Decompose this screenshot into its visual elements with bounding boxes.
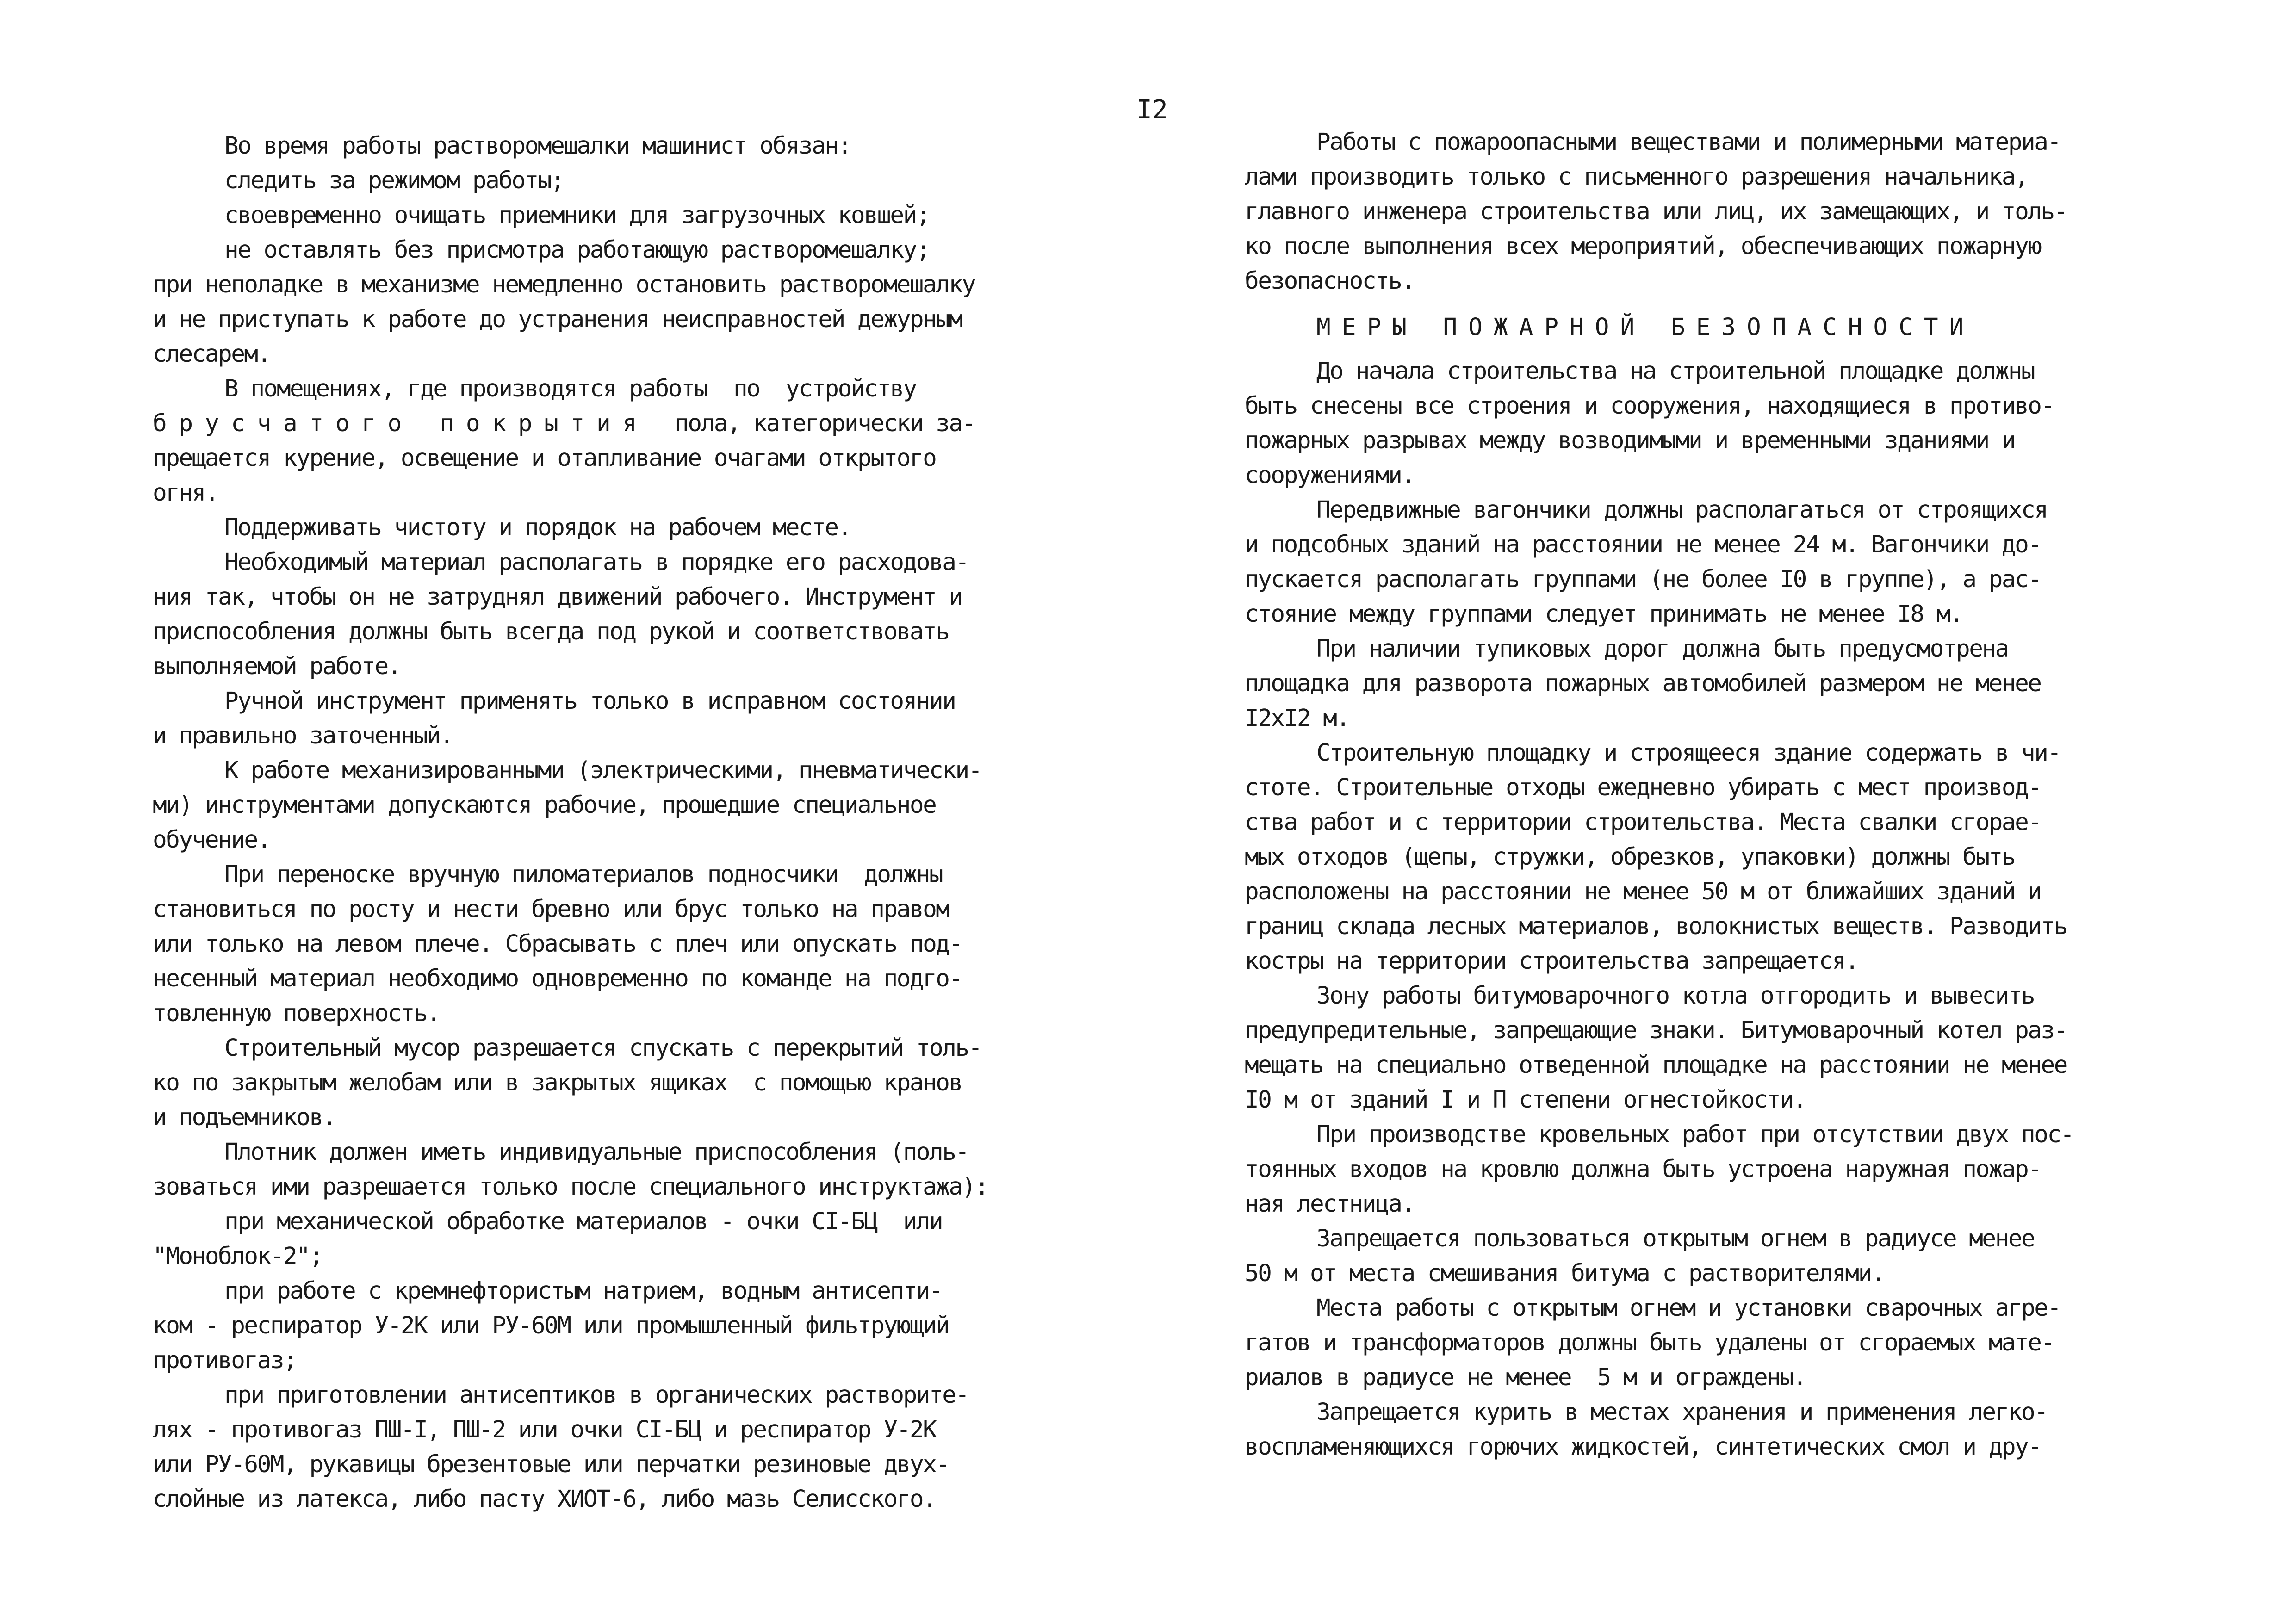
text-line: границ склада лесных материалов, волокнистых веществ. Разводить [1245,913,2067,940]
text-line: При переноске вручную пиломатериалов подносчики должны [224,861,943,888]
text-line: I0 м от зданий I и П степени огнестойкости. [1245,1086,1806,1114]
text-line: при неполадке в механизме немедленно остановить растворомешалку [153,271,975,298]
text-line: костры на территории строительства запрещается. [1245,948,1858,975]
text-line: быть снесены все строения и сооружения, находящиеся в противо- [1245,392,2054,420]
text-line: сооружениями. [1245,462,1415,489]
text-line: При производстве кровельных работ при отсутствии двух пос- [1316,1121,2073,1148]
text-line: обучение. [153,826,270,854]
text-line: ная лестница. [1245,1190,1415,1218]
text-line: Строительный мусор разрешается спускать с перекрытий толь- [224,1035,981,1062]
text-line: безопасность. [1245,267,1415,295]
text-line: стоте. Строительные отходы ежедневно убирать с мест производ- [1245,774,2041,801]
text-line: противогаз; [153,1347,297,1374]
text-line: Запрещается пользоваться открытым огнем в радиусе менее [1316,1225,2035,1252]
text-line: тоянных входов на кровлю должна быть устроена наружная пожар- [1245,1156,2041,1183]
text-line: гатов и трансформаторов должны быть удалены от сгораемых мате- [1245,1329,2054,1357]
text-line: б р у с ч а т о г о п о к р ы т и я пола, категорически за- [153,410,975,437]
text-line: слесарем. [153,341,270,368]
text-line: Работы с пожароопасными веществами и полимерными материа- [1316,129,2060,156]
text-line: лами производить только с письменного разрешения начальника, [1245,163,2028,191]
text-line: при приготовлении антисептиков в органических растворите- [224,1381,968,1409]
text-line: становиться по росту и нести бревно или брус только на правом [153,896,949,923]
text-line: предупредительные, запрещающие знаки. Битумоварочный котел раз- [1245,1017,2067,1044]
text-line: При наличии тупиковых дорог должна быть предусмотрена [1316,635,2008,663]
text-line: при механической обработке материалов - очки СI-БЦ или [224,1208,943,1235]
text-line: Во время работы растворомешалки машинист обязан: [224,132,851,160]
text-line: и правильно заточенный. [153,722,453,750]
text-line: Поддерживать чистоту и порядок на рабочем месте. [224,514,851,541]
text-line: риалов в радиусе не менее 5 м и ограждены. [1245,1364,1806,1391]
text-line: Строительную площадку и строящееся здание содержать в чи- [1316,739,2060,767]
text-line: воспламеняющихся горючих жидкостей, синтетических смол и дру- [1245,1433,2041,1461]
text-line: I2хI2 м. [1245,705,1349,732]
text-line: прещается курение, освещение и отапливание очагами открытого [153,445,936,472]
text-line: товленную поверхность. [153,1000,440,1027]
text-line: площадка для разворота пожарных автомобилей размером не менее [1245,670,2041,697]
text-line: Места работы с открытым огнем и установки сварочных агре- [1316,1295,2060,1322]
text-line: До начала строительства на строительной площадке должны [1316,358,2035,385]
text-line: Плотник должен иметь индивидуальные приспособления (поль- [224,1139,968,1166]
section-heading: МЕРЫ ПОЖАРНОЙ БЕЗОПАСНОСТИ [1316,314,1975,341]
text-line: главного инженера строительства или лиц, их замещающих, и толь- [1245,198,2067,225]
text-line: несенный материал необходимо одновременно по команде на подго- [153,965,962,992]
text-line: выполняемой работе. [153,653,401,680]
text-line: и не приступать к работе до устранения неисправностей дежурным [153,306,962,333]
text-line: ния так, чтобы он не затруднял движений рабочего. Инструмент и [153,583,962,611]
text-line: Зону работы битумоварочного котла отгородить и вывесить [1316,982,2035,1010]
text-line: Ручной инструмент применять только в исправном состоянии [224,688,956,715]
text-line: приспособления должны быть всегда под рукой и соответствовать [153,618,949,645]
text-line: "Моноблок-2"; [153,1243,323,1270]
text-line: расположены на расстоянии не менее 50 м от ближайших зданий и [1245,878,2041,905]
text-line: пускается располагать группами (не более I0 в группе), а рас- [1245,566,2041,593]
text-line: или только на левом плече. Сбрасывать с плеч или опускать под- [153,930,962,958]
text-line: ко по закрытым желобам или в закрытых ящиках с помощью кранов [153,1069,962,1096]
text-line: слойные из латекса, либо пасту ХИОТ-6, либо мазь Селисского. [153,1486,936,1513]
text-line: Необходимый материал располагать в порядке его расходова- [224,549,968,576]
text-line: стояние между группами следует принимать не менее I8 м. [1245,601,1963,628]
text-line: зоваться ими разрешается только после специального инструктажа): [153,1173,988,1201]
text-line: своевременно очищать приемники для загрузочных ковшей; [224,202,930,229]
text-line: огня. [153,479,218,507]
text-line: 50 м от места смешивания битума с растворителями. [1245,1260,1885,1287]
text-line: мещать на специально отведенной площадке на расстоянии не менее [1245,1052,2067,1079]
text-line: или РУ-60М, рукавицы брезентовые или перчатки резиновые двух- [153,1451,949,1478]
text-line: пожарных разрывах между возводимыми и временными зданиями и [1245,427,2015,454]
text-line: и подъемников. [153,1104,335,1131]
text-line: ко после выполнения всех мероприятий, обеспечивающих пожарную [1245,233,2041,260]
text-line: при работе с кремнефтористым натрием, водным антисепти- [224,1277,943,1305]
text-line: и подсобных зданий на расстоянии не менее 24 м. Вагончики до- [1245,531,2041,558]
text-line: лях - противогаз ПШ-I, ПШ-2 или очки СI-БЦ и респиратор У-2К [153,1416,936,1443]
page-number: I2 [1136,95,1168,125]
text-line: мых отходов (щепы, стружки, обрезков, упаковки) должны быть [1245,843,2015,871]
text-line: Передвижные вагончики должны располагаться от строящихся [1316,496,2048,524]
text-line: ком - респиратор У-2К или РУ-60М или промышленный фильтрующий [153,1312,949,1339]
text-line: следить за режимом работы; [224,167,564,194]
text-line: ми) инструментами допускаются рабочие, прошедшие специальное [153,792,936,819]
text-line: К работе механизированными (электрическими, пневматически- [224,757,981,784]
text-line: Запрещается курить в местах хранения и применения легко- [1316,1399,2048,1426]
text-line: ства работ и с территории строительства. Места свалки сгорае- [1245,809,2041,836]
text-line: не оставлять без присмотра работающую растворомешалку; [224,236,930,264]
text-line: В помещениях, где производятся работы по устройству [224,375,916,403]
